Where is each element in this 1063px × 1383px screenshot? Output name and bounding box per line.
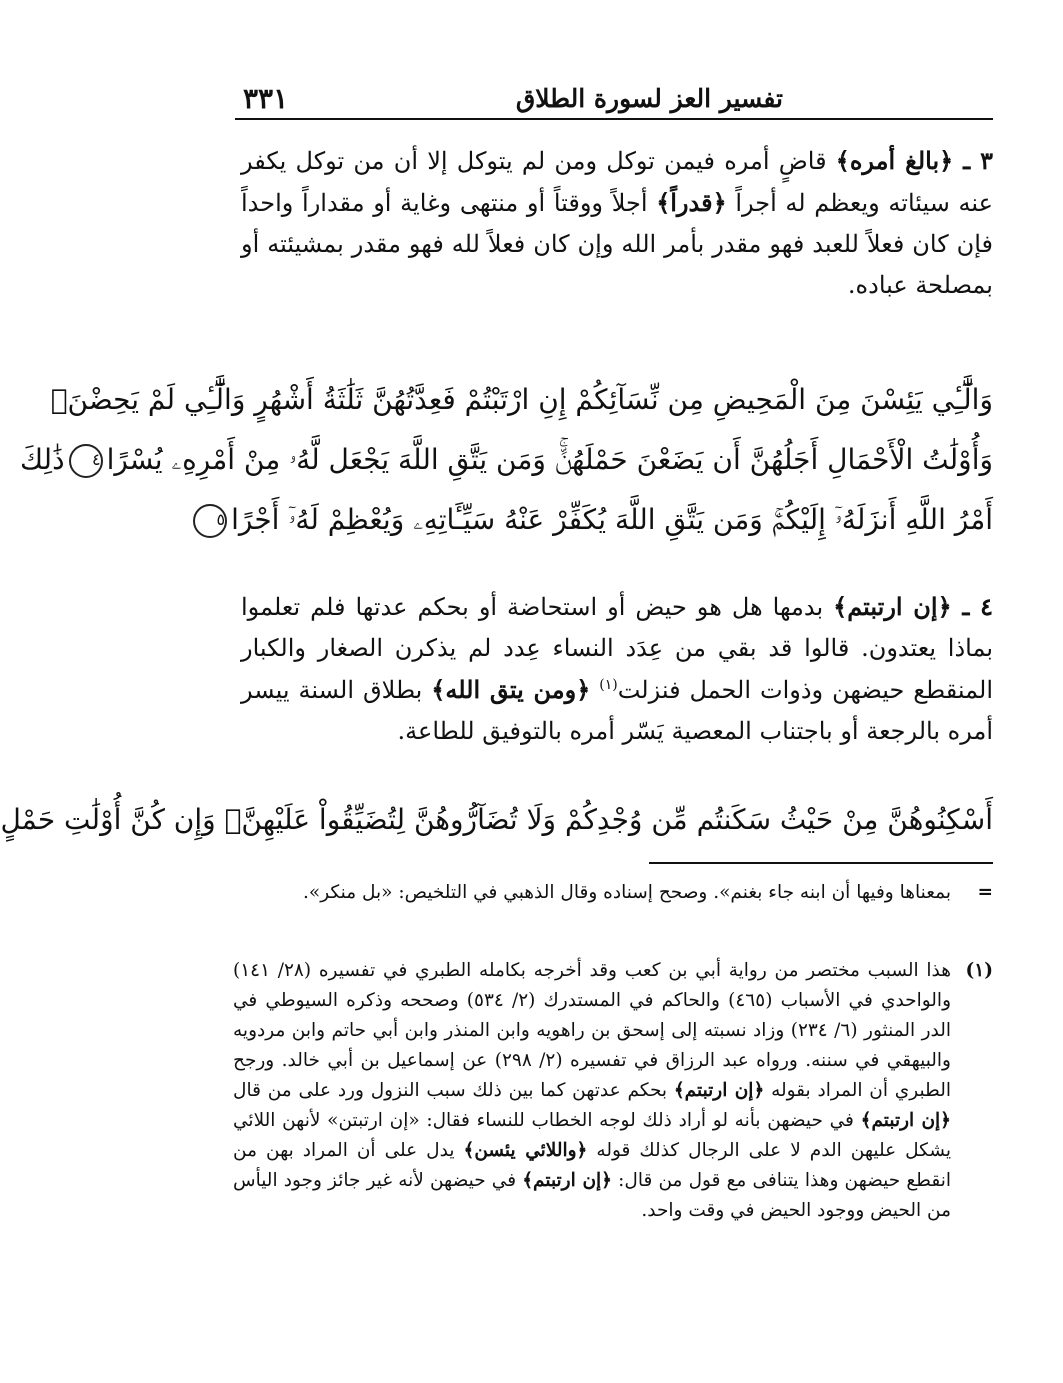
paragraph-text: بدمها هل هو حيض أو استحاضة أو بحكم عدتها فلم تعلموا بماذا يعتدون. قالوا قد بقي من عِدَد النساء عِدد لم يذكرن الصغار والكبار المنقطع حيضهن وذوات الحمل فنزلت <box>241 593 993 704</box>
quranic-quote: ﴿إن ارتبتم﴾ <box>522 1170 613 1191</box>
verse-line: وَأُوْلَٰتُ الْأَحْمَالِ أَجَلُهُنَّ أَن يَضَعْنَ حَمْلَهُنَّۚ وَمَن يَتَّقِ اللَّهَ يَجْعَل لَّهُۥ مِنْ أَمْرِهِۦ يُسْرًا٤ذَٰلِكَ <box>19 443 993 476</box>
quranic-quote: ﴿إن ارتبتم﴾ <box>860 1110 952 1131</box>
footnote-separator <box>649 862 993 864</box>
footnote-1 <box>233 956 993 1226</box>
quranic-quote: ﴿واللائي يئسن﴾ <box>463 1140 588 1161</box>
footnote-reference: (١) <box>599 677 618 693</box>
page-header <box>235 78 993 120</box>
running-title: تفسير العز لسورة الطلاق <box>515 84 783 113</box>
paragraph-text: بطلاق السنة ييسر أمره بالرجعة أو باجتناب المعصية يَسّر أمره بالتوفيق للطاعة. <box>241 676 993 745</box>
footnote-continued <box>233 878 993 908</box>
verse-line: أَمْرُ اللَّهِ أَنزَلَهُۥٓ إِلَيْكُمْۚ وَمَن يَتَّقِ اللَّهَ يُكَفِّرْ عَنْهُ سَيِّـَٔاتِهِۦ وَيُعْظِمْ لَهُۥٓ أَجْرًا٥ <box>233 490 993 550</box>
footnote-text: بمعناها وفيها أن ابنه جاء بغنم». وصحح إسناده وقال الذهبي في التلخيص: «بل منكر». <box>303 882 951 903</box>
quran-verse-block-2 <box>0 790 993 850</box>
paragraph-text: قاضٍ أمره فيمن توكل ومن لم يتوكل إلا أن من توكل يكفر عنه سيئاته ويعظم له أجراً <box>241 147 993 217</box>
quran-verse-block-1 <box>19 370 993 550</box>
ayah-number-icon: ٥ <box>193 504 227 538</box>
paragraph-lead: ٤ ـ ﴿إن ارتبتم﴾ <box>833 592 993 621</box>
paragraph-lead: ٣ ـ ﴿بالغ أمره﴾ <box>835 146 994 175</box>
commentary-paragraph-4 <box>241 586 993 752</box>
footnote-text: هذا السبب مختصر من رواية أبي بن كعب وقد أخرجه بكامله الطبري في تفسيره (٢٨/ ١٤١) والواحدي في الأسباب (٤٦٥) والحاكم في المستدرك (٢/ ٥٣٤) وصححه وذكره السيوطي في الدر المنثور (٦/ ٢٣٤) وزاد نسبته إلى إسحق بن راهويه وابن المنذر وابن أبي حاتم وابن مردويه والبيهقي في سننه. ورواه عبد الرزاق في تفسيره (٢/ ٢٩٨) عن إسماعيل بن أبي خالد. ورجح الطبري أن المراد بقوله ﴿إن ارتبتم﴾ بحكم عدتهن كما بين ذلك سبب النزول ورد على من قال ﴿إن ارتبتم﴾ في حيضهن بأنه لو أراد ذلك لوجه الخطاب للنساء فقال: «إن ارتبتن» لأنهن اللائي يشكل عليهن الدم لا على الرجال كذلك قوله ﴿واللائي يئسن﴾ يدل على أن المراد بهن من انقطع حيضهن وهذا يتنافى مع قول من قال: ﴿إن ارتبتم﴾ في حيضهن لأنه غير جائز وجود اليأس من الحيض ووجود الحيض في وقت واحد. <box>233 960 952 1221</box>
footnote-number: (١) <box>965 960 993 981</box>
quranic-quote: ﴿إن ارتبتم﴾ <box>673 1080 765 1101</box>
verse-line: أَسْكِنُوهُنَّ مِنْ حَيْثُ سَكَنتُم مِّن وُجْدِكُمْ وَلَا تُضَآرُّوهُنَّ لِتُضَيِّقُواْ عَلَيْهِنَّۚ وَإِن كُنَّ أُوْلَٰتِ حَمْلٍ <box>0 803 993 836</box>
verse-line: وَالَّٰٓـِٔي يَئِسْنَ مِنَ الْمَحِيضِ مِن نِّسَآئِكُمْ إِنِ ارْتَبْتُمْ فَعِدَّتُهُنَّ ثَلَٰثَةُ أَشْهُرٍ وَالَّٰٓـِٔي لَمْ يَحِضْنَۚ <box>50 383 993 416</box>
quranic-quote: ﴿ومن يتق الله﴾ <box>431 675 591 704</box>
page-number: ٣٣١ <box>243 82 289 115</box>
ayah-number-icon: ٤ <box>69 444 103 478</box>
paragraph-text: أجلاً ووقتاً أو منتهى وغاية أو مقداراً واحداً فإن كان فعلاً للعبد فهو مقدر بأمر الله وإن كان فعلاً لله فهو مقدر بمشيئته أو بمصلحة عباده. <box>241 189 993 299</box>
commentary-paragraph-3 <box>241 140 993 306</box>
quranic-quote: ﴿قدراً﴾ <box>656 188 727 217</box>
continuation-mark: = <box>977 882 993 903</box>
